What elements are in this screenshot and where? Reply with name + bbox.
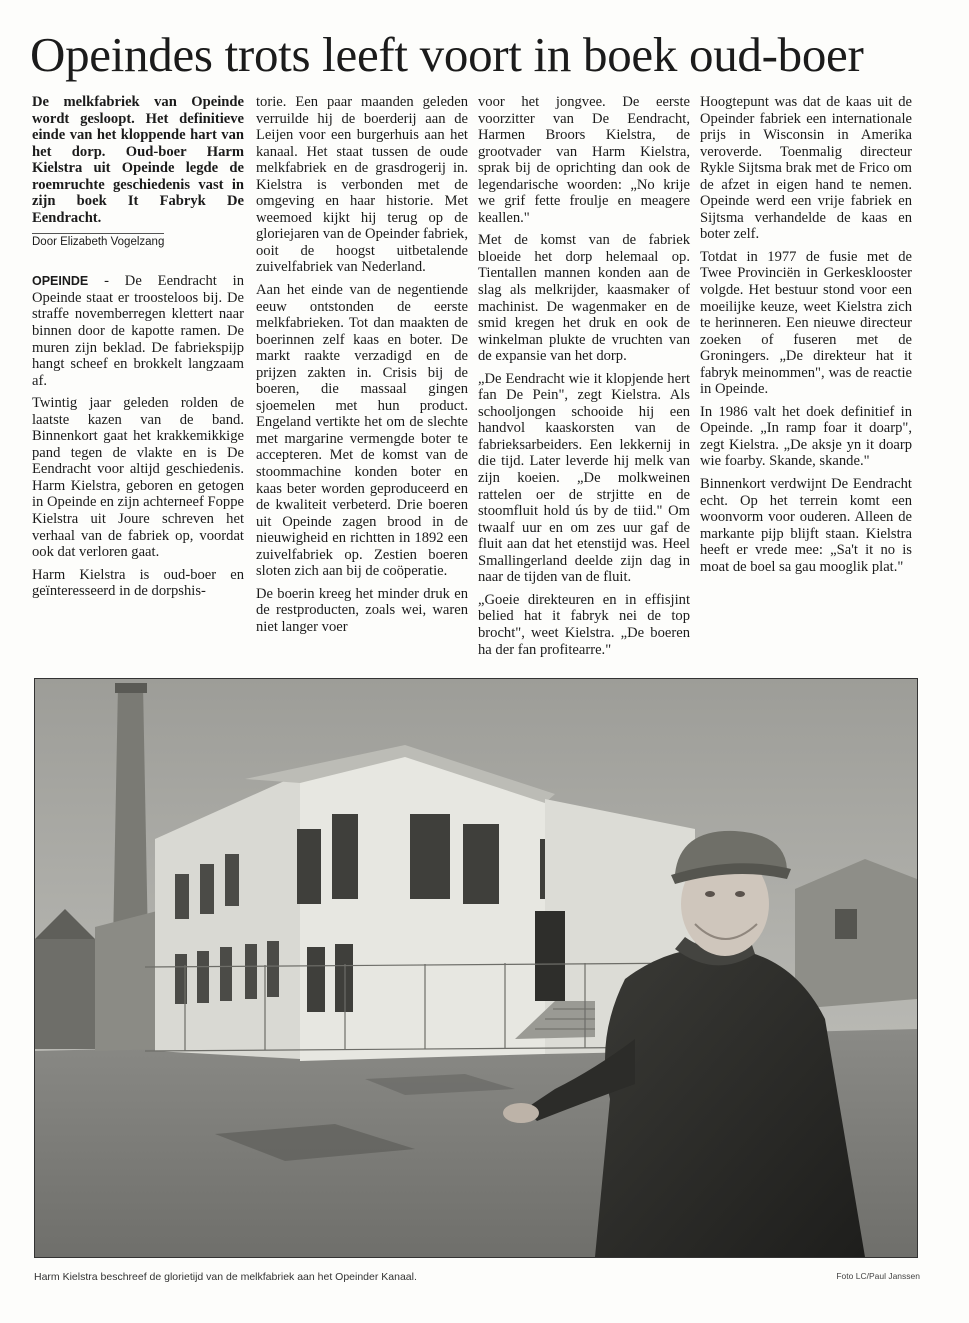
article-photo	[34, 678, 918, 1258]
intro-lead: De melkfabriek van Opeinde wordt gesloopt. Het definitieve einde van het kloppende hart van het dorp. Oud-boer Harm Kielstra uit Opeinde legde de roemruchte geschiedenis vast in zijn boek It Fabryk De Eendracht.	[32, 94, 244, 226]
article-paragraph: Harm Kielstra is oud-boer en geïnteresseerd in de dorpshis-	[32, 566, 244, 600]
article-column-1	[32, 94, 244, 606]
article-paragraph: De boerin kreeg het minder druk en de restproducten, zoals wei, waren niet langer voer	[256, 585, 468, 635]
photo-credit: Foto LC/Paul Janssen	[836, 1271, 920, 1281]
article-paragraph: In 1986 valt het doek definitief in Opeinde. „In ramp foar it doarp", zegt Kielstra. „De aksje yn it doarp wie foarby. Skande, skande."	[700, 403, 912, 470]
headline: Opeindes trots leeft voort in boek oud-boer	[30, 27, 864, 82]
article-column-4	[700, 94, 912, 581]
article-paragraph: Aan het einde van de negentiende eeuw ontstonden de eerste melkfabrieken. Tot dan maakten de boerinnen zelf kaas en boter. De markt raakte verzadigd en de prijzen zakten in. Crisis bij de boeren, die massaal gingen sjoemelen met hun product. Engeland vertikte het om de slechte met margarine vermengde boter te accepteren. Met de komst van de stoommachine konden boter en kaas beter worden geproduceerd en de kwaliteit verbeterd. Drie boeren uit Opeinde zagen brood in de nieuwigheid en richtten in 1892 een zuivelfabriek op. Zestien boeren sloten zich aan bij de coöperatie.	[256, 282, 468, 580]
photo-illustration	[35, 679, 917, 1257]
article-paragraph	[32, 273, 244, 389]
article-paragraph: „Goeie direkteuren en in effisjint belied hat it fabryk nei de top brocht", weet Kielstra. „De boeren ha der fan profitearre."	[478, 591, 690, 658]
dateline: OPEINDE	[32, 274, 89, 289]
article-column-2	[256, 94, 468, 642]
article-paragraph: „De Eendracht wie it klopjende hert fan De Pein", zegt Kielstra. Als schooljongen schooide hij een handvol kaaskorsten van de fabrieksarbeiders. Een lekkernij in die tijd. Later leverde hij melk van zijn koeien. „De molkweinen rattelen oer de strjitte en de stoomfluit hold ús by de tiid." Om twaalf uur en om zes uur gaf de fluit aan dat het etenstijd was. Heel Smallingerland deelde zijn dag in naar de tijden van de fluit.	[478, 370, 690, 586]
article-paragraph: Totdat in 1977 de fusie met de Twee Provinciën in Gerkesklooster volgde. Het bestuur stond voor een moeilijke keuze, weet Kielstra zich te herinneren. Een nieuwe directeur zoeken of fuseren met de Groningers. „De direkteur hat it fabryk meinommen", was de reactie in Opeinde.	[700, 248, 912, 398]
byline: Door Elizabeth Vogelzang	[32, 233, 164, 249]
photo-caption: Harm Kielstra beschreef de glorietijd van de melkfabriek aan het Opeinder Kanaal.	[34, 1271, 417, 1283]
article-paragraph: Twintig jaar geleden rolden de laatste kazen van de band. Binnenkort gaat het krakkemikkige pand tegen de vlakte en is De Eendracht voor altijd geschiedenis. Harm Kielstra, geboren en getogen in Opeinde en zijn achterneef Foppe Kielstra uit Joure schreven het verhaal van de fabriek op, voordat ook dat verloren gaat.	[32, 395, 244, 561]
article-paragraph: Binnenkort verdwijnt De Eendracht echt. Op het terrein komt een woonvorm voor ouderen. Alleen de markante pijp blijft staan. Kielstra heeft er vrede mee: „Sa't it no is moat de boel sa gau mooglik plat."	[700, 476, 912, 575]
paragraph-text: - De Eendracht in Opeinde staat er troosteloos bij. De straffe novemberregen klettert naar binnen door de kapotte ramen. De muren zijn beklad. De fabriekspijp hangt scheef en brokkelt langzaam af.	[32, 273, 244, 389]
article-paragraph: voor het jongvee. De eerste voorzitter van De Eendracht, Harmen Broors Kielstra, de grootvader van Harm Kielstra, sprak bij de oprichting dan ook de legendarische woorden: „No krije we grif fette froulje en meagere keallen."	[478, 94, 690, 226]
article-paragraph: Met de komst van de fabriek bloeide het dorp helemaal op. Tientallen mannen konden aan de slag als melkrijder, kaasmaker of machinist. De wagenmaker en de smid kregen het druk en ook de winkelman plukte de vruchten van de expansie van het dorp.	[478, 232, 690, 365]
article-paragraph: Hoogtepunt was dat de kaas uit de Opeinder fabriek een internationale prijs in Wisconsin in Amerika veroverde. Toenmalig directeur Rykle Sijtsma brak met de Frico om de afzet in eigen hand te nemen. Opeinde werd een vrije fabriek en Sijtsma verhandelde de kaas en boter zelf.	[700, 94, 912, 243]
article-paragraph: torie. Een paar maanden geleden verruilde hij de boerderij aan de Leijen voor een burgerhuis aan het kanaal. Het staat tussen de oude melkfabriek en de grasdrogerij in. Kielstra is verbonden met de omgeving en haar historie. Met weemoed kijkt hij terug op de gloriejaren van de Opeinder fabriek, ooit de hoogst uitbetalende zuivelfabriek van Nederland.	[256, 94, 468, 276]
article-column-3	[478, 94, 690, 664]
